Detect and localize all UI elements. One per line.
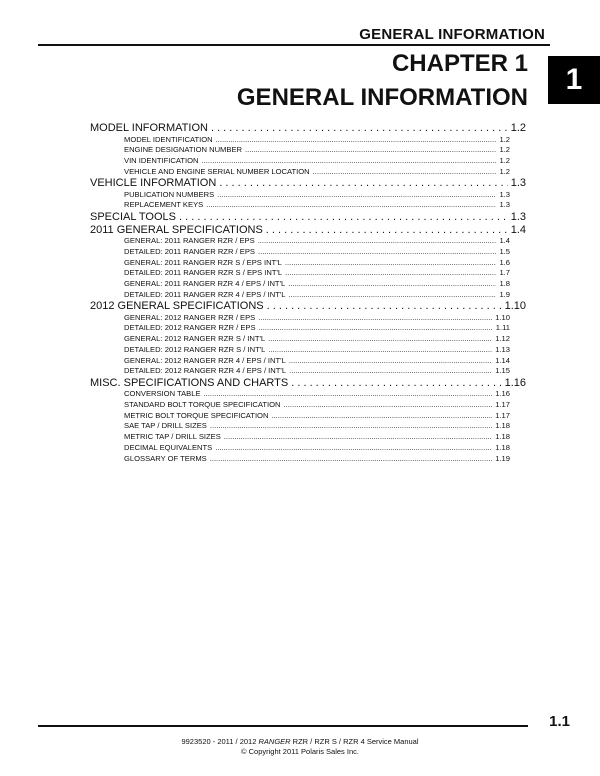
- toc-section-entry[interactable]: [90, 300, 526, 313]
- toc-subsection-entry[interactable]: [124, 190, 510, 201]
- toc-dot-leader: [285, 258, 497, 269]
- toc-subsection-entry[interactable]: [124, 279, 510, 290]
- toc-dot-leader: [179, 211, 508, 224]
- toc-entry-page: 1.3: [510, 211, 526, 224]
- toc-entry-page: 1.3: [510, 177, 526, 190]
- toc-subsection-entry[interactable]: [124, 366, 510, 377]
- toc-dot-leader: [284, 400, 493, 411]
- toc-dot-leader: [289, 356, 492, 367]
- footer: [0, 737, 600, 757]
- toc-dot-leader: [291, 377, 501, 390]
- toc-entry-title: METRIC TAP / DRILL SIZES: [124, 432, 221, 442]
- toc-entry-page: 1.17: [495, 400, 510, 410]
- toc-subsection-entry[interactable]: [124, 167, 510, 178]
- toc-entry-page: 1.3: [499, 189, 510, 199]
- toc-entry-page: 1.9: [499, 289, 510, 299]
- toc-dot-leader: [266, 224, 508, 237]
- toc-subsection-entry[interactable]: [124, 345, 510, 356]
- toc-entry-page: 1.17: [495, 410, 510, 420]
- toc-subsection-entry[interactable]: [124, 258, 510, 269]
- toc-subsection-entry[interactable]: [124, 135, 510, 146]
- copyright: © Copyright 2011 Polaris Sales Inc.: [241, 747, 359, 756]
- toc-dot-leader: [245, 145, 496, 156]
- toc-dot-leader: [258, 247, 496, 258]
- toc-subsection-entry[interactable]: [124, 432, 510, 443]
- toc-entry-page: 1.5: [499, 246, 510, 256]
- toc-subsection-entry[interactable]: [124, 200, 510, 211]
- toc-entry-page: 1.16: [495, 389, 510, 399]
- toc-section-entry[interactable]: [90, 177, 526, 190]
- toc-entry-title: VIN IDENTIFICATION: [124, 155, 199, 165]
- toc-subsection-entry[interactable]: [124, 421, 510, 432]
- toc-dot-leader: [202, 156, 497, 167]
- toc-entry-title: 2012 GENERAL SPECIFICATIONS: [90, 300, 264, 313]
- toc-dot-leader: [288, 279, 496, 290]
- toc-dot-leader: [224, 432, 492, 443]
- chapter-tab: 1: [548, 56, 600, 104]
- toc-entry-title: MISC. SPECIFICATIONS AND CHARTS: [90, 376, 289, 389]
- toc-dot-leader: [216, 135, 497, 146]
- toc-entry-title: GENERAL: 2012 RANGER RZR S / INT'L: [124, 334, 266, 344]
- toc-entry-title: REPLACEMENT KEYS: [124, 200, 204, 210]
- toc-subsection-entry[interactable]: [124, 443, 510, 454]
- toc-dot-leader: [268, 334, 492, 345]
- toc-entry-page: 1.19: [495, 453, 510, 463]
- toc-entry-page: 1.18: [495, 421, 510, 431]
- toc-entry-title: DETAILED: 2012 RANGER RZR / EPS: [124, 323, 256, 333]
- toc-entry-page: 1.6: [499, 257, 510, 267]
- toc-entry-title: 2011 GENERAL SPECIFICATIONS: [90, 223, 263, 236]
- toc-subsection-entry[interactable]: [124, 145, 510, 156]
- toc-entry-page: 1.11: [495, 323, 510, 333]
- toc-dot-leader: [285, 268, 496, 279]
- toc-section-entry[interactable]: [90, 377, 526, 390]
- toc-subsection-entry[interactable]: [124, 247, 510, 258]
- toc-subsection-entry[interactable]: [124, 290, 510, 301]
- toc-entry-title: VEHICLE AND ENGINE SERIAL NUMBER LOCATION: [124, 166, 310, 176]
- toc-subsection-entry[interactable]: [124, 236, 510, 247]
- toc-entry-page: 1.10: [495, 312, 510, 322]
- manual-title: [0, 737, 600, 747]
- toc-entry-page: 1.18: [495, 442, 510, 452]
- toc-entry-page: 1.2: [499, 134, 510, 144]
- manual-model: RANGER: [258, 737, 291, 746]
- footer-rule: [38, 725, 528, 727]
- toc-entry-title: STANDARD BOLT TORQUE SPECIFICATION: [124, 400, 281, 410]
- toc-entry-page: 1.8: [499, 278, 510, 288]
- toc-subsection-entry[interactable]: [124, 156, 510, 167]
- toc-entry-page: 1.2: [499, 155, 510, 165]
- toc-dot-leader: [258, 236, 497, 247]
- toc-subsection-entry[interactable]: [124, 356, 510, 367]
- toc-dot-leader: [289, 290, 497, 301]
- toc-entry-title: SPECIAL TOOLS: [90, 211, 177, 224]
- toc-entry-page: 1.13: [495, 344, 510, 354]
- toc-subsection-entry[interactable]: [124, 268, 510, 279]
- toc-dot-leader: [258, 313, 492, 324]
- toc-dot-leader: [289, 366, 492, 377]
- toc-entry-title: METRIC BOLT TORQUE SPECIFICATION: [124, 410, 269, 420]
- toc-dot-leader: [211, 122, 508, 135]
- toc-entry-page: 1.14: [495, 355, 510, 365]
- toc-dot-leader: [268, 345, 492, 356]
- table-of-contents: [90, 122, 526, 464]
- toc-subsection-entry[interactable]: [124, 454, 510, 465]
- toc-dot-leader: [206, 200, 496, 211]
- toc-entry-title: GENERAL: 2011 RANGER RZR S / EPS INT'L: [124, 257, 282, 267]
- toc-entry-title: GENERAL: 2011 RANGER RZR 4 / EPS / INT'L: [124, 278, 286, 288]
- toc-entry-title: GENERAL: 2012 RANGER RZR 4 / EPS / INT'L: [124, 355, 286, 365]
- toc-dot-leader: [259, 323, 493, 334]
- toc-dot-leader: [267, 300, 502, 313]
- toc-subsection-entry[interactable]: [124, 313, 510, 324]
- toc-entry-title: ENGINE DESIGNATION NUMBER: [124, 145, 242, 155]
- toc-entry-page: 1.18: [495, 432, 510, 442]
- toc-subsection-entry[interactable]: [124, 400, 510, 411]
- toc-dot-leader: [215, 443, 492, 454]
- toc-entry-page: 1.4: [510, 223, 526, 236]
- toc-entry-title: MODEL IDENTIFICATION: [124, 134, 213, 144]
- toc-entry-page: 1.7: [499, 268, 510, 278]
- toc-entry-title: DECIMAL EQUIVALENTS: [124, 442, 213, 452]
- page-number: 1.1: [549, 713, 570, 730]
- toc-entry-title: DETAILED: 2011 RANGER RZR 4 / EPS / INT'L: [124, 289, 286, 299]
- manual-prefix: 9923520 - 2011 / 2012: [181, 737, 259, 746]
- toc-dot-leader: [210, 454, 493, 465]
- toc-section-entry[interactable]: [90, 224, 526, 237]
- toc-section-entry[interactable]: [90, 122, 526, 135]
- toc-entry-title: MODEL INFORMATION: [90, 122, 208, 134]
- toc-dot-leader: [217, 190, 496, 201]
- toc-entry-title: DETAILED: 2012 RANGER RZR S / INT'L: [124, 344, 266, 354]
- toc-subsection-entry[interactable]: [124, 389, 510, 400]
- header-rule: [38, 44, 550, 46]
- toc-dot-leader: [210, 421, 492, 432]
- toc-entry-title: GLOSSARY OF TERMS: [124, 453, 207, 463]
- toc-entry-title: VEHICLE INFORMATION: [90, 177, 217, 190]
- toc-entry-title: GENERAL: 2012 RANGER RZR / EPS: [124, 312, 256, 322]
- toc-entry-page: 1.16: [504, 376, 526, 389]
- toc-entry-title: SAE TAP / DRILL SIZES: [124, 421, 207, 431]
- toc-entry-page: 1.3: [499, 200, 510, 210]
- toc-entry-title: DETAILED: 2011 RANGER RZR / EPS: [124, 246, 255, 256]
- toc-entry-title: GENERAL: 2011 RANGER RZR / EPS: [124, 236, 255, 246]
- toc-subsection-entry[interactable]: [124, 323, 510, 334]
- toc-dot-leader: [219, 177, 507, 190]
- chapter-number: CHAPTER 1: [391, 50, 528, 77]
- toc-entry-title: PUBLICATION NUMBERS: [124, 189, 215, 199]
- toc-dot-leader: [313, 167, 497, 178]
- toc-entry-page: 1.12: [495, 334, 510, 344]
- toc-dot-leader: [204, 389, 493, 400]
- toc-dot-leader: [271, 411, 492, 422]
- toc-entry-title: DETAILED: 2012 RANGER RZR 4 / EPS / INT'L: [124, 366, 287, 376]
- toc-entry-title: CONVERSION TABLE: [124, 389, 201, 399]
- toc-entry-page: 1.10: [504, 300, 526, 313]
- toc-subsection-entry[interactable]: [124, 411, 510, 422]
- running-header-title: GENERAL INFORMATION: [359, 26, 545, 43]
- toc-entry-page: 1.4: [499, 236, 510, 246]
- toc-entry-page: 1.2: [499, 145, 510, 155]
- toc-section-entry[interactable]: [90, 211, 526, 224]
- chapter-title: GENERAL INFORMATION: [236, 84, 528, 111]
- manual-suffix: RZR / RZR S / RZR 4 Service Manual: [290, 737, 419, 746]
- toc-entry-page: 1.2: [510, 122, 526, 134]
- toc-entry-page: 1.15: [495, 366, 510, 376]
- toc-entry-title: DETAILED: 2011 RANGER RZR S / EPS INT'L: [124, 268, 283, 278]
- toc-entry-page: 1.2: [499, 166, 510, 176]
- toc-subsection-entry[interactable]: [124, 334, 510, 345]
